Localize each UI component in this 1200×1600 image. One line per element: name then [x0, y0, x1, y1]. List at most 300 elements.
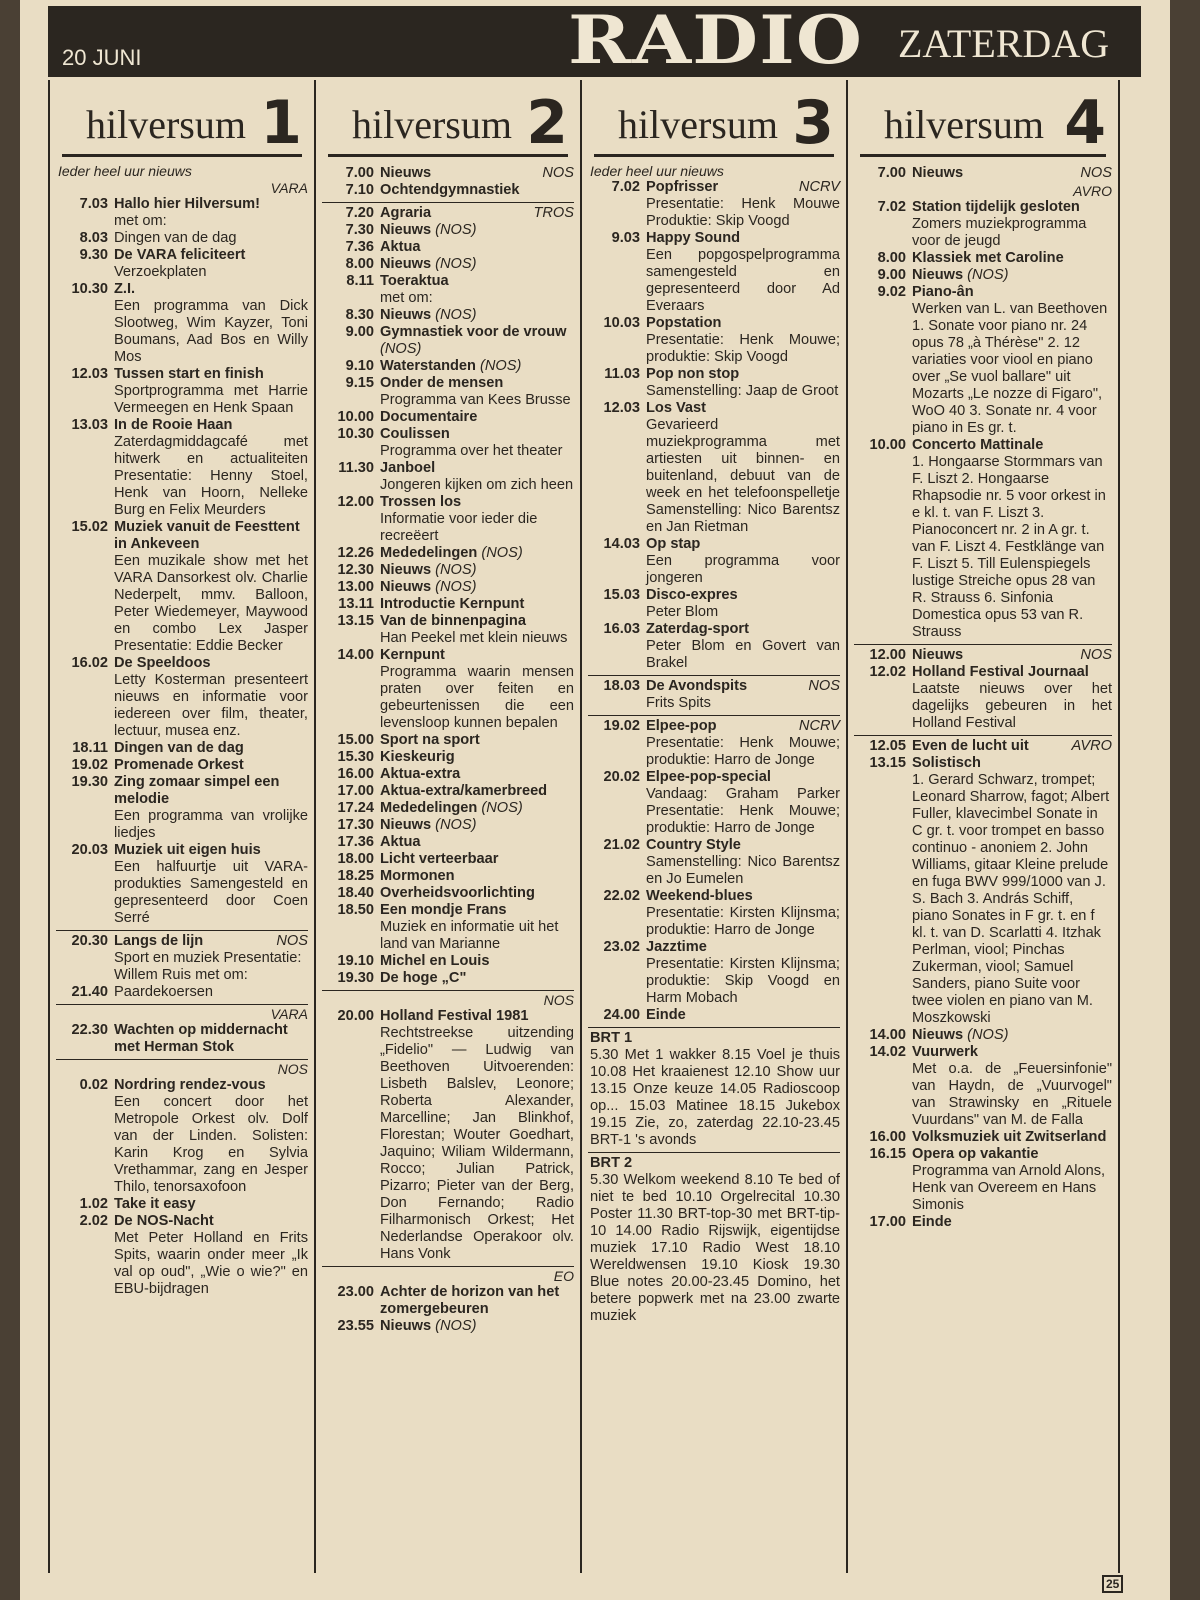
program-body	[380, 783, 574, 800]
program-title: Paardekoersen	[114, 984, 213, 1000]
broadcaster-label: TROS	[533, 205, 574, 221]
program-entry	[56, 774, 308, 842]
program-body	[114, 1213, 308, 1298]
program-title: Happy Sound	[646, 230, 741, 246]
program-source: (NOS)	[435, 1318, 477, 1334]
broadcaster-label: NOS	[277, 1061, 308, 1077]
program-title: Overheidsvoorlichting	[380, 885, 535, 901]
broadcaster-label: VARA	[270, 1006, 308, 1022]
program-body	[114, 933, 308, 984]
program-description: Programma over het theater	[380, 443, 563, 459]
program-time: 11.03	[604, 366, 640, 382]
program-entry	[322, 426, 574, 460]
program-time: 9.10	[345, 358, 374, 374]
divider	[588, 715, 840, 716]
program-time: 14.03	[603, 536, 640, 552]
program-time: 24.00	[603, 1007, 640, 1023]
program-title: Tussen start en finish	[114, 366, 264, 382]
program-body	[380, 817, 574, 834]
program-body	[912, 284, 1112, 437]
program-title: De VARA feliciteert	[114, 247, 246, 263]
program-time: 7.10	[345, 182, 374, 198]
program-time: 21.02	[603, 837, 640, 853]
program-entry	[322, 783, 574, 800]
program-entry	[56, 1213, 308, 1298]
program-time: 20.30	[71, 933, 108, 949]
program-entry	[854, 664, 1112, 732]
program-body	[380, 358, 574, 375]
program-time: 7.03	[79, 196, 108, 212]
program-entry	[322, 902, 574, 953]
program-body	[646, 621, 840, 672]
program-title: Kernpunt	[380, 647, 445, 663]
program-time: 0.02	[79, 1077, 108, 1093]
program-body	[380, 851, 574, 868]
program-entry	[322, 182, 574, 199]
divider	[588, 1027, 840, 1028]
program-description: Een halfuurtje uit VARA-produkties Samengesteld en gepresenteerd door Coen Serré	[114, 859, 308, 926]
program-entry	[854, 250, 1112, 267]
program-entry	[588, 366, 840, 400]
program-time: 17.36	[337, 834, 374, 850]
program-entry	[322, 256, 574, 273]
program-title: Documentaire	[380, 409, 478, 425]
program-time: 1.02	[79, 1196, 108, 1212]
program-entry	[322, 375, 574, 409]
program-time: 19.30	[71, 774, 108, 790]
program-source: (NOS)	[481, 800, 523, 816]
program-entry	[322, 613, 574, 647]
program-time: 19.10	[337, 953, 374, 969]
program-description: Verzoekplaten	[114, 264, 207, 280]
program-entry	[56, 984, 308, 1001]
program-title: Wachten op middernacht met Herman Stok	[114, 1022, 288, 1055]
program-time: 7.00	[345, 165, 374, 181]
divider	[322, 990, 574, 991]
program-title: In de Rooie Haan	[114, 417, 233, 433]
program-entry	[322, 817, 574, 834]
brt2-text: 5.30 Welkom weekend 8.10 Te bed of niet te bed 10.10 Orgelrecital 10.30 Poster 11.30 BRT-top-30 met BRT-tip-10 14.00 Radio Rijswijk, eigentijdse muziek 17.10 Radio West 18.10 Wereldwensen 19.10 Kiosk 19.30 Blue notes 20.00-23.45 Domino, het betere popwerk met na 23.00 zwarte muziek	[590, 1172, 840, 1324]
program-time: 11.30	[338, 460, 374, 476]
program-description: Met o.a. de „Feuersinfonie" van Haydn, de „Vuurvogel" van Strawinsky en „Rituele Vuurdans" van M. de Falla	[912, 1061, 1112, 1128]
program-body	[912, 647, 1112, 664]
program-body	[380, 579, 574, 596]
schedule-list	[854, 165, 1112, 1231]
program-time: 17.30	[337, 817, 374, 833]
program-body	[912, 267, 1112, 284]
program-entry	[854, 1214, 1112, 1231]
program-description: Programma van Kees Brusse	[380, 392, 571, 408]
program-source: (NOS)	[480, 358, 522, 374]
program-title: Take it easy	[114, 1196, 196, 1212]
divider	[588, 675, 840, 676]
program-body	[114, 842, 308, 927]
program-title: Z.I.	[114, 281, 136, 297]
program-entry	[56, 1022, 308, 1056]
program-time: 2.02	[79, 1213, 108, 1229]
program-time: 14.02	[869, 1044, 906, 1060]
broadcaster-label: AVRO	[1071, 738, 1112, 754]
program-title: Nieuws	[380, 817, 432, 833]
program-title: Even de lucht uit	[912, 738, 1029, 754]
program-body	[380, 970, 574, 987]
program-description: Presentatie: Kirsten Klijnsma; produktie: Skip Voogd en Harm Mobach	[646, 956, 840, 1006]
station-word: hilversum	[884, 102, 1044, 147]
program-description: Frits Spits	[646, 695, 711, 711]
program-entry	[854, 1129, 1112, 1146]
program-source: (NOS)	[967, 267, 1009, 283]
program-title: Toeraktua	[380, 273, 449, 289]
program-body	[380, 766, 574, 783]
divider	[56, 1004, 308, 1005]
program-body	[380, 800, 574, 817]
program-description: Presentatie: Kirsten Klijnsma; produktie: Harro de Jonge	[646, 905, 840, 938]
program-body	[380, 324, 574, 358]
schedule-list	[322, 165, 574, 1335]
program-body	[114, 366, 308, 417]
program-time: 16.00	[869, 1129, 906, 1145]
program-source: (NOS)	[435, 222, 477, 238]
program-time: 7.02	[877, 199, 906, 215]
program-time: 13.11	[338, 596, 374, 612]
program-title: Aktua-extra	[380, 766, 461, 782]
program-source: (NOS)	[435, 256, 477, 272]
program-body	[912, 755, 1112, 1027]
program-body	[912, 1044, 1112, 1129]
program-body	[646, 718, 840, 769]
program-time: 18.00	[337, 851, 374, 867]
program-time: 18.50	[337, 902, 374, 918]
program-time: 7.20	[345, 205, 374, 221]
day-label: ZATERDAG	[898, 21, 1110, 66]
program-entry	[322, 409, 574, 426]
program-entry	[56, 366, 308, 417]
program-time: 10.03	[603, 315, 640, 331]
program-body	[380, 239, 574, 256]
program-entry	[322, 307, 574, 324]
program-title: Elpee-pop	[646, 718, 717, 734]
program-entry	[854, 165, 1112, 182]
program-source: (NOS)	[435, 307, 477, 323]
program-title: Nieuws	[912, 1027, 964, 1043]
program-body	[114, 774, 308, 842]
program-description: Muziek en informatie uit het land van Marianne	[380, 919, 559, 952]
section-title: RADIO	[568, 1, 864, 79]
program-body	[380, 647, 574, 732]
program-time: 22.30	[71, 1022, 108, 1038]
program-title: Aktua	[380, 239, 421, 255]
program-title: Kieskeurig	[380, 749, 455, 765]
program-time: 9.00	[345, 324, 374, 340]
program-title: Licht verteerbaar	[380, 851, 499, 867]
program-title: Solistisch	[912, 755, 981, 771]
program-entry	[56, 842, 308, 927]
program-entry	[854, 437, 1112, 641]
program-time: 9.30	[79, 247, 108, 263]
program-body	[380, 953, 574, 970]
program-title: Elpee-pop-special	[646, 769, 771, 785]
program-description: 1. Gerard Schwarz, trompet; Leonard Sharrow, fagot; Albert Fuller, klavecimbel Sonate in C gr. t. voor trompet en basso continuo - anoniem 2. John Williams, gitaar Kleine prelude en fuga BWV 999/1000 van J. S. Bach 3. András Schiff, piano Sonates in F gr. t. en f kl. t. van D. Scarlatti 4. Itzhak Perlman, viool; Pinchas Zukerman, viool; Samuel Sanders, piano Suite voor twee violen en piano van M. Moszkowski	[912, 772, 1110, 1026]
broadcaster-label: NOS	[543, 992, 574, 1008]
program-source: (NOS)	[435, 817, 477, 833]
column-hilversum-3	[580, 80, 846, 1573]
program-entry	[854, 1146, 1112, 1214]
program-entry	[588, 1007, 840, 1024]
program-title: Dingen van de dag	[114, 230, 237, 246]
program-entry	[322, 1284, 574, 1318]
program-time: 12.03	[71, 366, 108, 382]
broadcaster-label: NOS	[1080, 647, 1112, 663]
program-entry	[854, 284, 1112, 437]
program-title: Los Vast	[646, 400, 707, 416]
program-body	[380, 409, 574, 426]
program-time: 14.00	[869, 1027, 906, 1043]
program-title: Mormonen	[380, 868, 455, 884]
program-title: Concerto Mattinale	[912, 437, 1044, 453]
program-time: 19.02	[603, 718, 640, 734]
column-hilversum-2	[314, 80, 580, 1573]
program-description: met om:	[380, 290, 433, 306]
program-body	[646, 315, 840, 366]
program-title: Country Style	[646, 837, 741, 853]
program-entry	[322, 749, 574, 766]
program-title: Nieuws	[912, 647, 964, 663]
program-description: Programma waarin mensen praten over feiten en gebeurtenissen die een levensloop kunnen bepalen	[380, 664, 574, 731]
program-title: Nieuws	[380, 579, 432, 595]
program-entry	[322, 494, 574, 545]
divider	[56, 930, 308, 931]
program-entry	[588, 621, 840, 672]
program-source: (NOS)	[435, 562, 477, 578]
program-time: 21.40	[71, 984, 108, 1000]
program-entry	[322, 165, 574, 182]
program-body	[380, 545, 574, 562]
program-source: (NOS)	[380, 341, 422, 357]
program-title: Nieuws	[912, 267, 964, 283]
program-time: 17.00	[337, 783, 374, 799]
program-body	[912, 199, 1112, 250]
program-title: Aktua-extra/kamerbreed	[380, 783, 548, 799]
program-body	[380, 307, 574, 324]
program-body	[114, 757, 308, 774]
program-time: 20.03	[71, 842, 108, 858]
program-time: 17.24	[337, 800, 374, 816]
program-time: 16.15	[869, 1146, 906, 1162]
station-number: 4	[1064, 88, 1106, 158]
brt1-text: 5.30 Met 1 wakker 8.15 Voel je thuis 10.08 Het kraaienest 12.10 Show uur 13.15 Onze keuze 14.05 Radioscoop op... 15.03 Matinee 18.15 Jukebox 19.15 Zie, zo, zaterdag 22.10-23.45 BRT-1 's avonds	[590, 1047, 840, 1148]
broadcaster-label: EO	[553, 1268, 574, 1284]
program-title: Nieuws	[380, 222, 432, 238]
program-entry	[322, 1008, 574, 1263]
program-entry	[588, 678, 840, 712]
program-time: 18.11	[72, 740, 108, 756]
station-number: 2	[526, 88, 568, 158]
program-title: Popstation	[646, 315, 722, 331]
news-note: Ieder heel uur nieuws	[58, 163, 192, 179]
program-body	[380, 732, 574, 749]
program-body	[912, 738, 1112, 755]
program-entry	[56, 196, 308, 230]
program-time: 19.02	[71, 757, 108, 773]
program-description: Samenstelling: Nico Barentsz en Jo Eumelen	[646, 854, 840, 887]
program-body	[114, 281, 308, 366]
program-description: Een popgospelprogramma samengesteld en gepresenteerd door Ad Everaars	[646, 247, 840, 314]
program-title: Aktua	[380, 834, 421, 850]
program-entry	[588, 179, 840, 230]
program-body	[380, 834, 574, 851]
program-entry	[322, 579, 574, 596]
station-word: hilversum	[86, 102, 246, 147]
program-body	[646, 366, 840, 400]
program-title: Pop non stop	[646, 366, 740, 382]
program-title: Waterstanden	[380, 358, 476, 374]
program-entry	[322, 358, 574, 375]
program-entry	[322, 800, 574, 817]
program-body	[646, 939, 840, 1007]
program-time: 13.03	[71, 417, 108, 433]
program-body	[380, 596, 574, 613]
program-entry	[588, 837, 840, 888]
program-title: Agraria	[380, 205, 432, 221]
program-entry	[854, 1027, 1112, 1044]
program-entry	[322, 953, 574, 970]
program-description: Letty Kosterman presenteert nieuws en informatie voor iedereen over film, theater, lectuur, musea enz.	[114, 672, 308, 739]
program-description: Presentatie: Henk Mouwe Produktie: Skip Voogd	[646, 196, 840, 229]
program-entry	[56, 417, 308, 519]
divider	[854, 644, 1112, 645]
program-body	[114, 230, 308, 247]
program-entry	[322, 647, 574, 732]
program-time: 12.26	[337, 545, 374, 561]
program-time: 22.02	[603, 888, 640, 904]
station-header-2	[328, 80, 568, 157]
program-body	[380, 460, 574, 494]
program-body	[114, 984, 308, 1001]
program-title: Muziek uit eigen huis	[114, 842, 261, 858]
program-description: Presentatie: Henk Mouwe; produktie: Harro de Jonge	[646, 735, 840, 768]
program-title: Van de binnenpagina	[380, 613, 526, 629]
program-entry	[56, 247, 308, 281]
program-description: Han Peekel met klein nieuws	[380, 630, 568, 646]
program-description: Een concert door het Metropole Orkest olv. Dolf van der Linden. Solisten: Karin Krog en Sylvia Vrethammar, zang en Jesper Thilo, tenorsaxofoon	[114, 1094, 308, 1195]
program-time: 8.00	[345, 256, 374, 272]
program-title: Holland Festival Journaal	[912, 664, 1089, 680]
program-entry	[588, 769, 840, 837]
program-body	[646, 536, 840, 587]
program-entry	[322, 834, 574, 851]
program-entry	[854, 647, 1112, 664]
program-entry	[588, 888, 840, 939]
program-title: Nieuws	[380, 256, 432, 272]
program-entry	[322, 324, 574, 358]
program-entry	[322, 732, 574, 749]
program-title: Volksmuziek uit Zwitserland	[912, 1129, 1107, 1145]
program-time: 10.00	[337, 409, 374, 425]
program-title: Piano-ân	[912, 284, 974, 300]
program-description: Werken van L. van Beethoven 1. Sonate voor piano nr. 24 opus 78 „à Thérèse" 2. 12 variaties voor viool en piano over „Se vuol ballare" uit Mozarts „Le nozze di Figaro", WoO 40 3. Sonate nr. 4 voor piano in Es gr. t.	[912, 301, 1108, 436]
program-title: De hoge „C"	[380, 970, 467, 986]
program-title: Onder de mensen	[380, 375, 504, 391]
magazine-page	[20, 0, 1170, 1600]
divider	[56, 1059, 308, 1060]
program-time: 16.00	[337, 766, 374, 782]
program-title: De Avondspits	[646, 678, 748, 694]
program-time: 8.03	[79, 230, 108, 246]
program-title: Zing zomaar simpel een melodie	[114, 774, 280, 807]
program-entry	[322, 868, 574, 885]
program-time: 15.00	[337, 732, 374, 748]
program-entry	[322, 545, 574, 562]
station-header-4	[860, 80, 1106, 157]
program-body	[114, 417, 308, 519]
program-description: Sportprogramma met Harrie Vermeegen en Henk Spaan	[114, 383, 308, 416]
broadcaster-label: AVRO	[1073, 183, 1112, 199]
program-description: met om:	[114, 213, 167, 229]
program-time: 23.55	[337, 1318, 374, 1334]
program-entry	[322, 273, 574, 307]
program-entry	[56, 1077, 308, 1196]
program-time: 12.00	[337, 494, 374, 510]
program-title: Klassiek met Caroline	[912, 250, 1064, 266]
program-entry	[322, 970, 574, 987]
program-time: 15.02	[71, 519, 108, 535]
program-time: 15.03	[603, 587, 640, 603]
program-entry	[322, 766, 574, 783]
broadcaster-label: NCRV	[798, 718, 840, 734]
column-hilversum-1	[48, 80, 314, 1573]
divider	[854, 735, 1112, 736]
program-description: Met Peter Holland en Frits Spits, waarin onder meer „Ik val op oud", „Wie o wie?" en EBU-bijdragen	[114, 1230, 308, 1297]
program-body	[912, 1214, 1112, 1231]
program-time: 12.05	[869, 738, 906, 754]
program-body	[380, 205, 574, 222]
program-title: Zaterdag-sport	[646, 621, 749, 637]
program-title: Janboel	[380, 460, 436, 476]
program-description: Een muzikale show met het VARA Dansorkest olv. Charlie Nederpelt, mmv. Balloon, Peter Wiedemeyer, Maywood en combo Lex Jasper Presentatie: Eddie Becker	[114, 553, 308, 654]
program-entry	[322, 239, 574, 256]
program-body	[380, 222, 574, 239]
program-entry	[322, 851, 574, 868]
program-body	[380, 273, 574, 307]
program-time: 16.02	[71, 655, 108, 671]
program-title: Disco-expres	[646, 587, 738, 603]
program-title: De NOS-Nacht	[114, 1213, 214, 1229]
program-entry	[854, 1044, 1112, 1129]
program-description: Een programma voor jongeren	[646, 553, 840, 586]
program-time: 7.00	[877, 165, 906, 181]
program-time: 18.25	[337, 868, 374, 884]
program-entry	[588, 536, 840, 587]
program-title: Muziek vanuit de Feesttent in Ankeveen	[114, 519, 300, 552]
program-time: 13.15	[869, 755, 906, 771]
program-description: Zomers muziekprogramma voor de jeugd	[912, 216, 1087, 249]
program-body	[114, 1077, 308, 1196]
program-entry	[322, 1318, 574, 1335]
program-entry	[588, 718, 840, 769]
program-body	[380, 256, 574, 273]
brt1-heading: BRT 1	[590, 1030, 633, 1046]
program-body	[114, 655, 308, 740]
program-body	[646, 678, 840, 712]
program-source: (NOS)	[481, 545, 523, 561]
program-title: Mededelingen	[380, 800, 478, 816]
program-entry	[854, 199, 1112, 250]
station-word: hilversum	[618, 102, 778, 147]
broadcaster-label: NOS	[808, 678, 840, 694]
program-entry	[322, 205, 574, 222]
program-description: Vandaag: Graham Parker Presentatie: Henk Mouwe; produktie: Harro de Jonge	[646, 786, 840, 836]
program-time: 18.03	[603, 678, 640, 694]
